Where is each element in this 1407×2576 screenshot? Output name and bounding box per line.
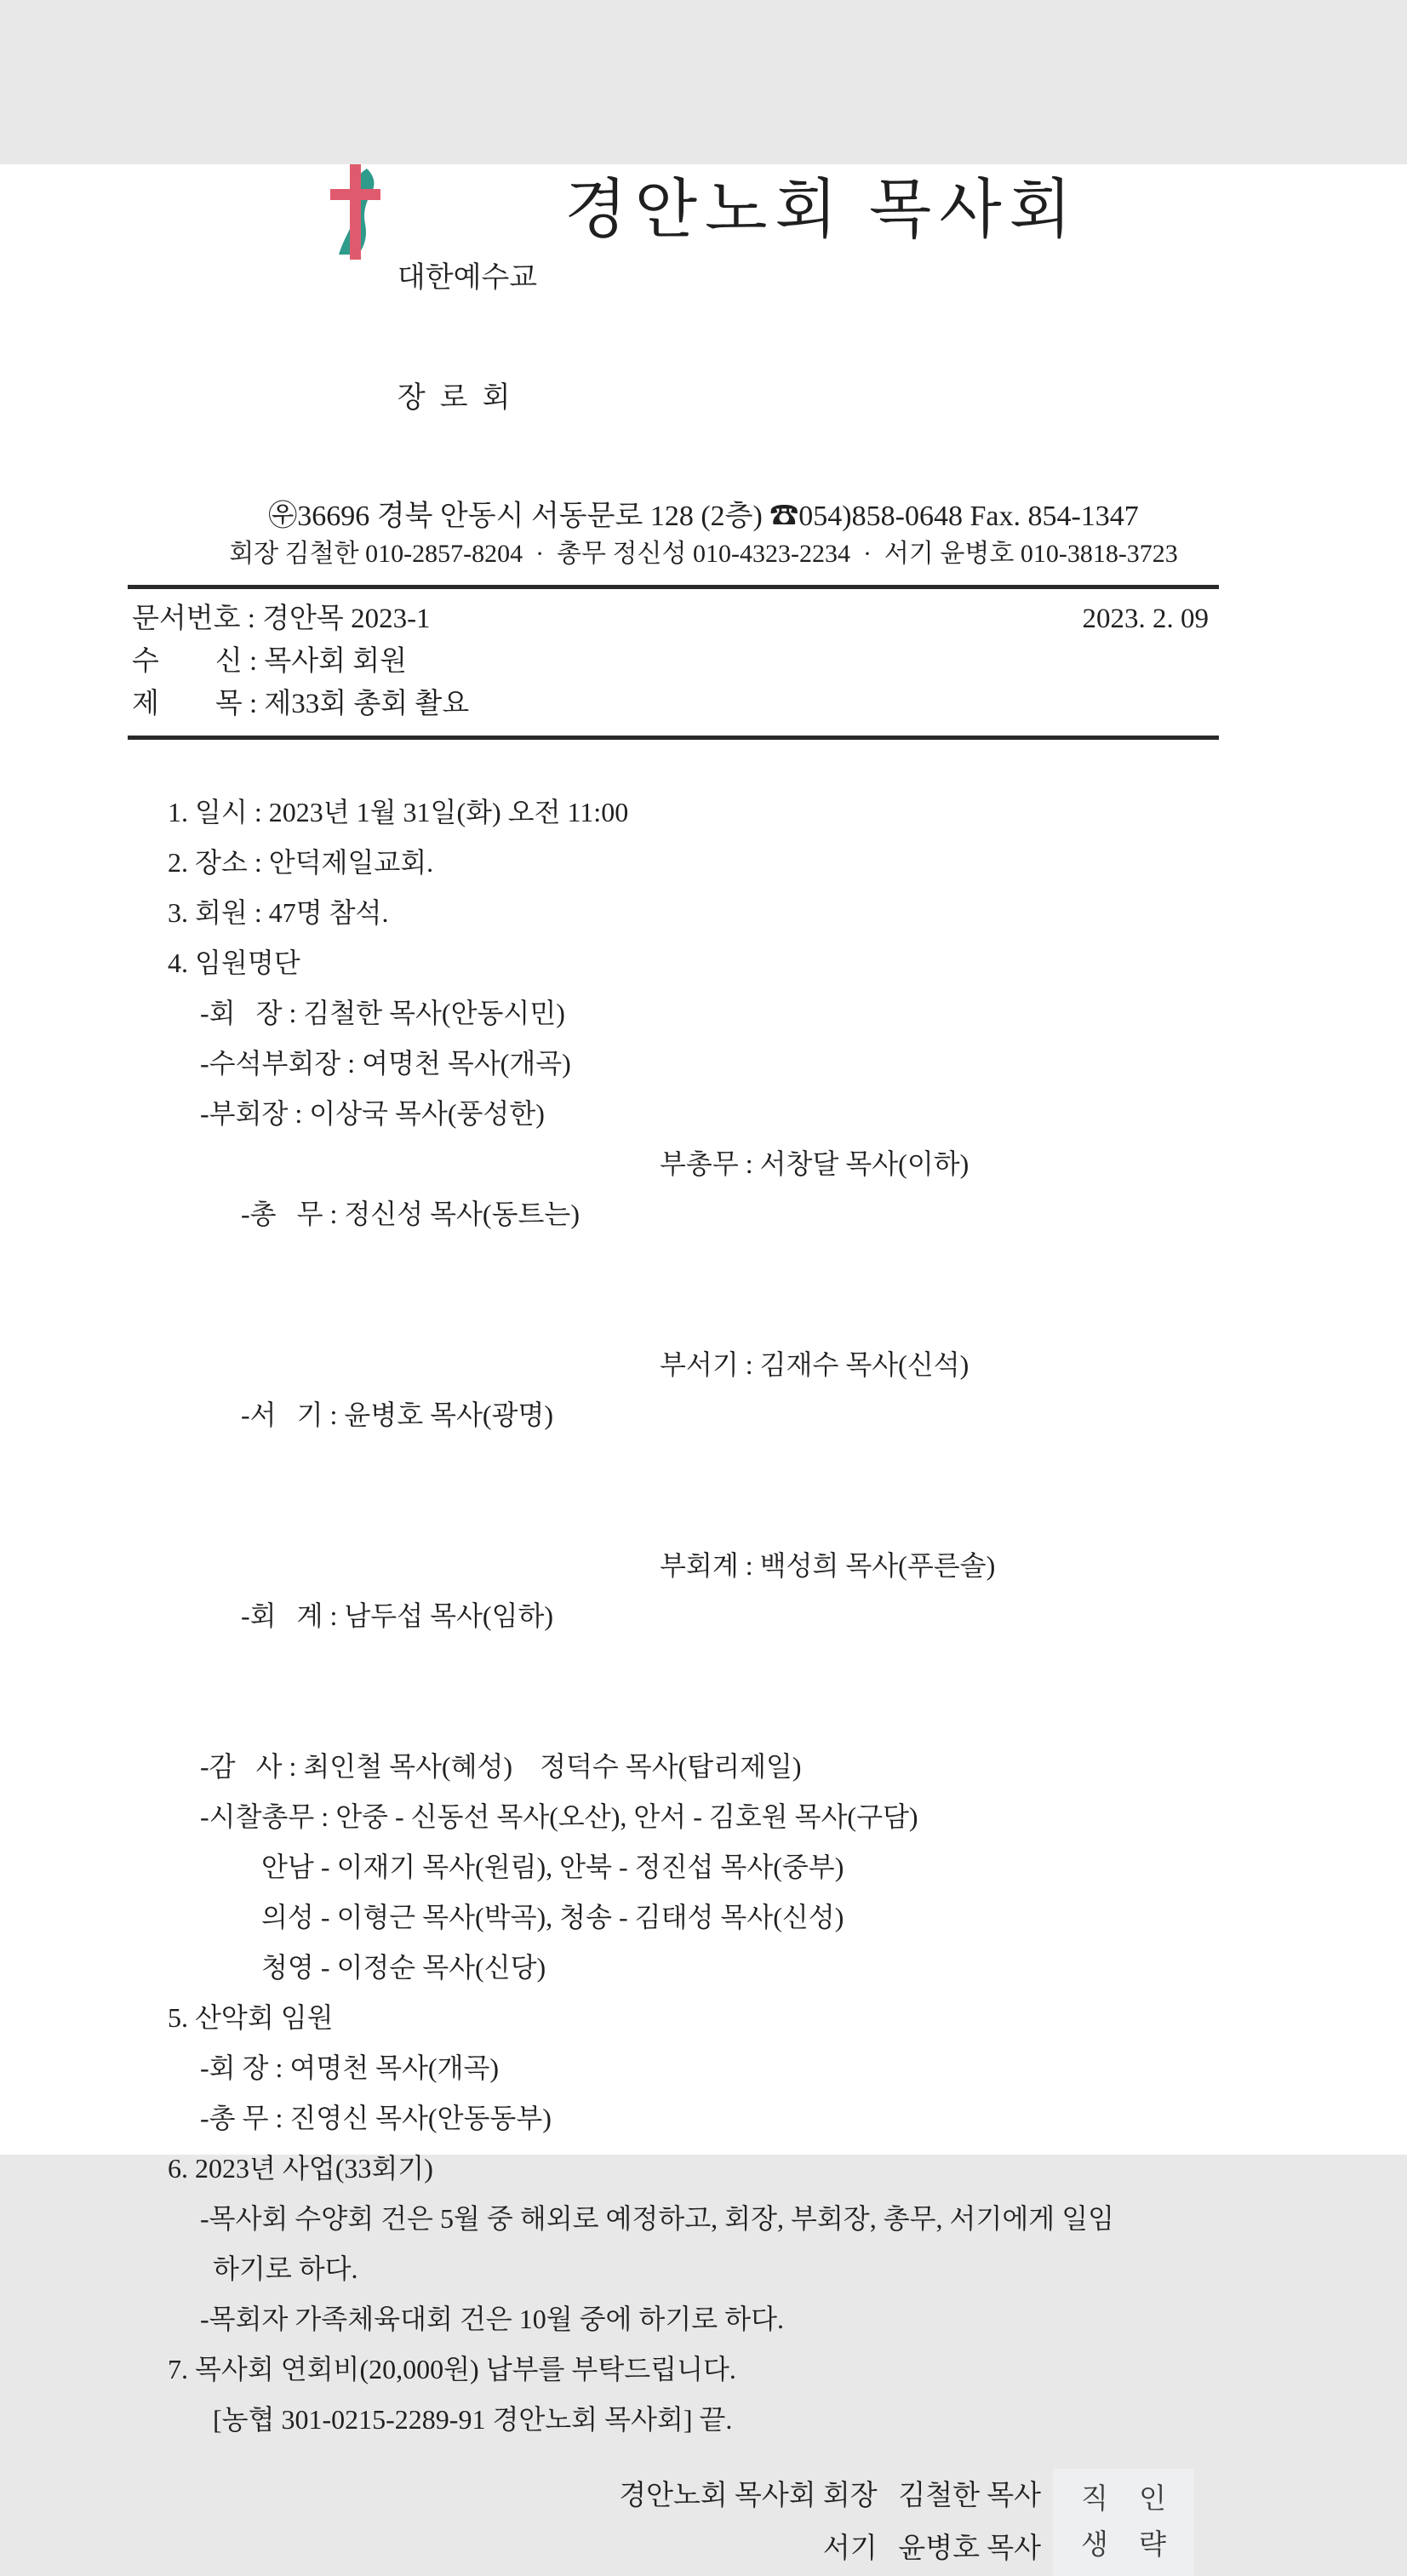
- body-line: [농협 301-0215-2289-91 경안노회 목사회] 끝.: [213, 2404, 733, 2435]
- document-page: [0, 164, 1407, 2564]
- officer-left-column: -총 무 : 정신성 목사(동트는): [241, 1199, 580, 1229]
- body-line: [132, 1139, 1407, 1340]
- document-info-section: [132, 589, 1219, 736]
- signature-president-line: 경안노회 목사회 회장 김철한 목사: [619, 2481, 1041, 2511]
- recipient-row: [132, 640, 1219, 683]
- body-line: -감 사 : 최인철 목사(혜성) 정덕수 목사(탑리제일): [200, 1751, 802, 1782]
- body-line: 의성 - 이형근 목사(박곡), 청송 - 김태성 목사(신성): [261, 1902, 844, 1932]
- body-line: -총 무 : 진영신 목사(안동동부): [200, 2103, 552, 2133]
- document-body: [132, 740, 1407, 2445]
- officer-right-column: 부회계 : 백성희 목사(푸른솔): [660, 1550, 996, 1581]
- body-line: 7. 목사회 연회비(20,000원) 납부를 부탁드립니다.: [168, 2354, 736, 2384]
- body-line: -부회장 : 이상국 목사(풍성한): [200, 1098, 545, 1129]
- officer-right-column: 부서기 : 김재수 목사(신석): [660, 1349, 969, 1380]
- seal-omitted-line-1: 직 인: [1080, 2484, 1178, 2515]
- signature-lines: [619, 2470, 1041, 2575]
- seal-omitted-box: [1053, 2469, 1194, 2576]
- doc-date: 2023. 2. 09: [1082, 604, 1209, 634]
- denomination-line-2: 장 로 회: [397, 382, 511, 414]
- body-line: 5. 산악회 임원: [168, 2002, 334, 2033]
- recipient: 수 신 : 목사회 회원: [132, 646, 408, 677]
- body-line: -회 장 : 여명천 목사(개곡): [200, 2052, 500, 2083]
- body-line: 청영 - 이정순 목사(신당): [261, 1952, 546, 1983]
- address-line: ㉾36696 경북 안동시 서동문로 128 (2층) ☎054)858-0648 Fax. 854-1347: [268, 501, 1139, 532]
- body-line: -목회자 가족체육대회 건은 10월 중에 하기로 하다.: [200, 2304, 784, 2334]
- officer-left-column: -회 계 : 남두섭 목사(임하): [241, 1600, 554, 1631]
- signature-secretary-line: 서기 윤병호 목사: [822, 2533, 1041, 2564]
- doc-number-row: [132, 598, 1219, 640]
- cross-and-wave-logo-icon: [328, 164, 384, 260]
- body-line: 1. 일시 : 2023년 1월 31일(화) 오전 11:00: [168, 797, 629, 827]
- body-line: 6. 2023년 사업(33회기): [168, 2153, 433, 2184]
- subject-row: [132, 683, 1219, 725]
- body-line: -시찰총무 : 안중 - 신동선 목사(오산), 안서 - 김호원 목사(구담): [200, 1801, 918, 1832]
- body-line: -목사회 수양회 건은 5월 중 해외로 예정하고, 회장, 부회장, 총무, 서기에게 일임: [200, 2203, 1115, 2234]
- seal-omitted-line-2: 생 략: [1080, 2530, 1178, 2561]
- body-line: 2. 장소 : 안덕제일교회.: [168, 847, 434, 878]
- body-line: [132, 1340, 1407, 1541]
- officers-contact-line: 회장 김철한 010-2857-8204 · 총무 정신성 010-4323-2234 · 서기 윤병호 010-3818-3723: [229, 540, 1178, 568]
- body-line: -회 장 : 김철한 목사(안동시민): [200, 998, 565, 1028]
- body-line: [132, 1541, 1407, 1742]
- signature-block: [0, 2469, 1407, 2576]
- doc-number: 문서번호 : 경안목 2023-1: [132, 604, 431, 634]
- body-line: -수석부회장 : 여명천 목사(개곡): [200, 1048, 571, 1079]
- officer-right-column: 부총무 : 서창달 목사(이하): [660, 1148, 969, 1179]
- body-line: 4. 임원명단: [168, 947, 300, 978]
- denomination-text: [398, 178, 537, 498]
- denomination-line-1: 대한예수교: [397, 262, 538, 294]
- subject: 제 목 : 제33회 총회 촬요: [132, 689, 470, 719]
- organization-title: 경안노회 목사회: [564, 175, 1080, 246]
- body-line: 3. 회원 : 47명 참석.: [168, 897, 389, 928]
- body-line: 안남 - 이재기 목사(원림), 안북 - 정진섭 목사(중부): [261, 1852, 844, 1882]
- officer-left-column: -서 기 : 윤병호 목사(광명): [241, 1400, 554, 1430]
- body-line: 하기로 하다.: [213, 2253, 358, 2284]
- letterhead: [0, 164, 1407, 498]
